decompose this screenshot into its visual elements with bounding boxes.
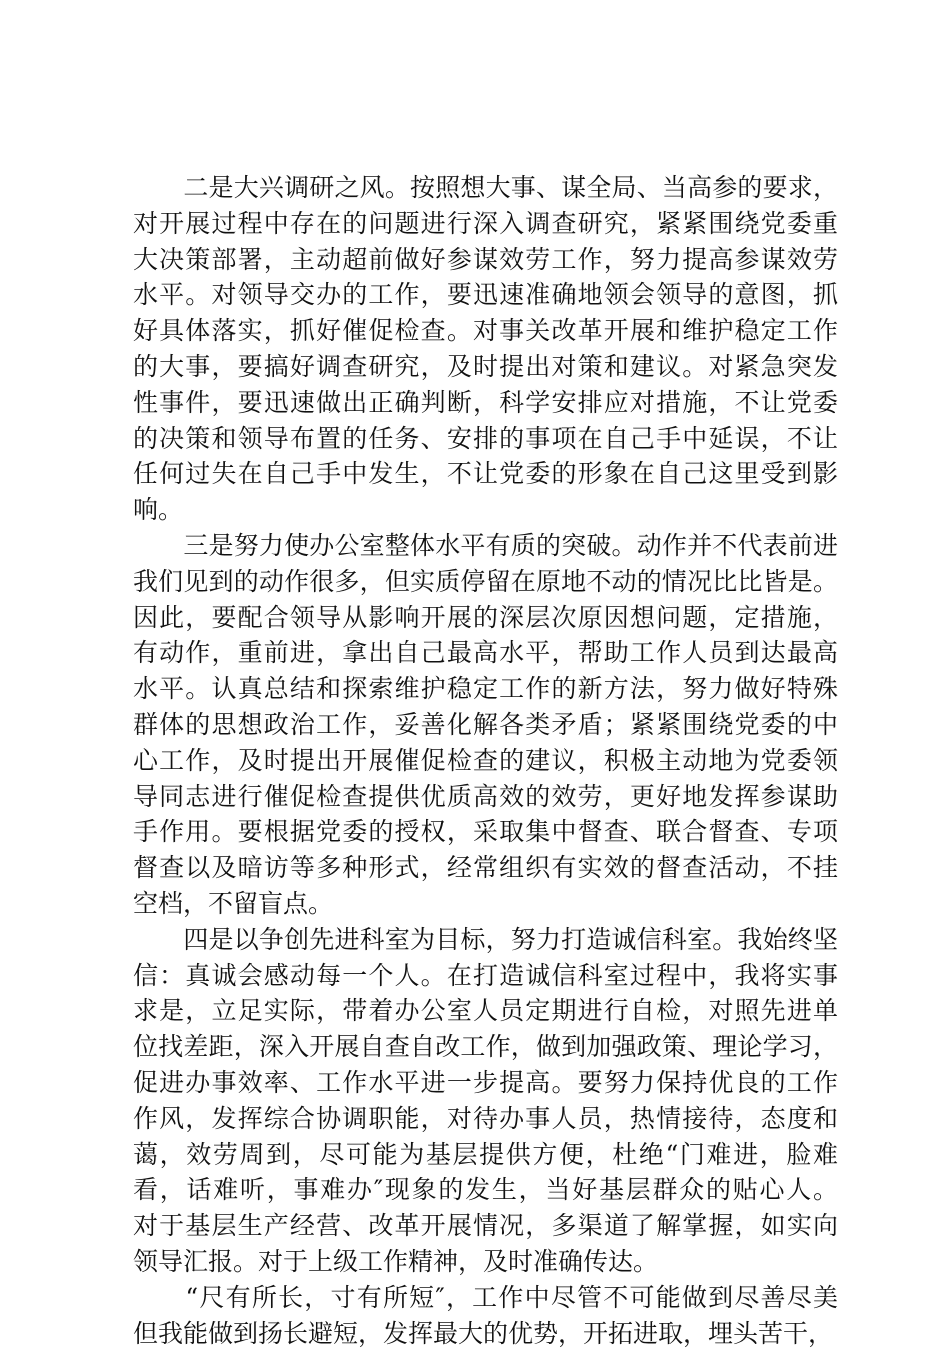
text-line: 导同志进行催促检查提供优质高效的效劳，更好地发挥参谋助 — [133, 779, 838, 815]
text-line: 求是，立足实际，带着办公室人员定期进行自检，对照先进单 — [133, 993, 838, 1029]
text-line: 有动作，重前进，拿出自己最高水平，帮助工作人员到达最高 — [133, 635, 838, 671]
paragraph-1 — [133, 170, 838, 528]
text-line: 促进办事效率、工作水平进一步提高。要努力保持优良的工作 — [133, 1065, 838, 1101]
paragraph-3 — [133, 922, 838, 1280]
text-line: 空档，不留盲点。 — [133, 886, 838, 922]
paragraph-4 — [133, 1280, 838, 1351]
text-line: 但我能做到扬长避短，发挥最大的优势，开拓进取，埋头苦干， — [133, 1316, 838, 1351]
text-line: 三是努力使办公室整体水平有质的突破。动作并不代表前进 — [133, 528, 838, 564]
text-line: 督查以及暗访等多种形式，经常组织有实效的督查活动，不挂 — [133, 850, 838, 886]
text-line: 因此，要配合领导从影响开展的深层次原因想问题，定措施， — [133, 600, 838, 636]
text-line: 性事件，要迅速做出正确判断，科学安排应对措施，不让党委 — [133, 385, 838, 421]
text-line: 水平。对领导交办的工作，要迅速准确地领会领导的意图，抓 — [133, 277, 838, 313]
text-line: 的大事，要搞好调查研究，及时提出对策和建议。对紧急突发 — [133, 349, 838, 385]
text-line: 心工作，及时提出开展催促检查的建议，积极主动地为党委领 — [133, 743, 838, 779]
text-line: 二是大兴调研之风。按照想大事、谋全局、当高参的要求， — [133, 170, 838, 206]
text-line: 对于基层生产经营、改革开展情况，多渠道了解掌握，如实向 — [133, 1208, 838, 1244]
text-line: 任何过失在自己手中发生，不让党委的形象在自己这里受到影 — [133, 456, 838, 492]
text-line: 对开展过程中存在的问题进行深入调查研究，紧紧围绕党委重 — [133, 206, 838, 242]
text-line: 群体的思想政治工作，妥善化解各类矛盾；紧紧围绕党委的中 — [133, 707, 838, 743]
text-line: 看，话难听，事难办″现象的发生，当好基层群众的贴心人。 — [133, 1172, 838, 1208]
text-line: 领导汇报。对于上级工作精神，及时准确传达。 — [133, 1244, 838, 1280]
text-line: 的决策和领导布置的任务、安排的事项在自己手中延误，不让 — [133, 421, 838, 457]
text-line: 位找差距，深入开展自查自改工作，做到加强政策、理论学习， — [133, 1029, 838, 1065]
text-line: 大决策部署，主动超前做好参谋效劳工作，努力提高参谋效劳 — [133, 242, 838, 278]
text-line: “尺有所长，寸有所短″，工作中尽管不可能做到尽善尽美 — [133, 1280, 838, 1316]
document-body — [133, 170, 838, 1351]
text-line: 作风，发挥综合协调职能，对待办事人员，热情接待，态度和 — [133, 1101, 838, 1137]
text-line: 四是以争创先进科室为目标，努力打造诚信科室。我始终坚 — [133, 922, 838, 958]
text-line: 水平。认真总结和探索维护稳定工作的新方法，努力做好特殊 — [133, 671, 838, 707]
text-line: 信：真诚会感动每一个人。在打造诚信科室过程中，我将实事 — [133, 958, 838, 994]
text-line: 好具体落实，抓好催促检查。对事关改革开展和维护稳定工作 — [133, 313, 838, 349]
text-line: 蔼，效劳周到，尽可能为基层提供方便，杜绝“门难进，脸难 — [133, 1137, 838, 1173]
paragraph-2 — [133, 528, 838, 922]
text-line: 我们见到的动作很多，但实质停留在原地不动的情况比比皆是。 — [133, 564, 838, 600]
text-line: 手作用。要根据党委的授权，采取集中督查、联合督查、专项 — [133, 814, 838, 850]
text-line: 响。 — [133, 492, 838, 528]
